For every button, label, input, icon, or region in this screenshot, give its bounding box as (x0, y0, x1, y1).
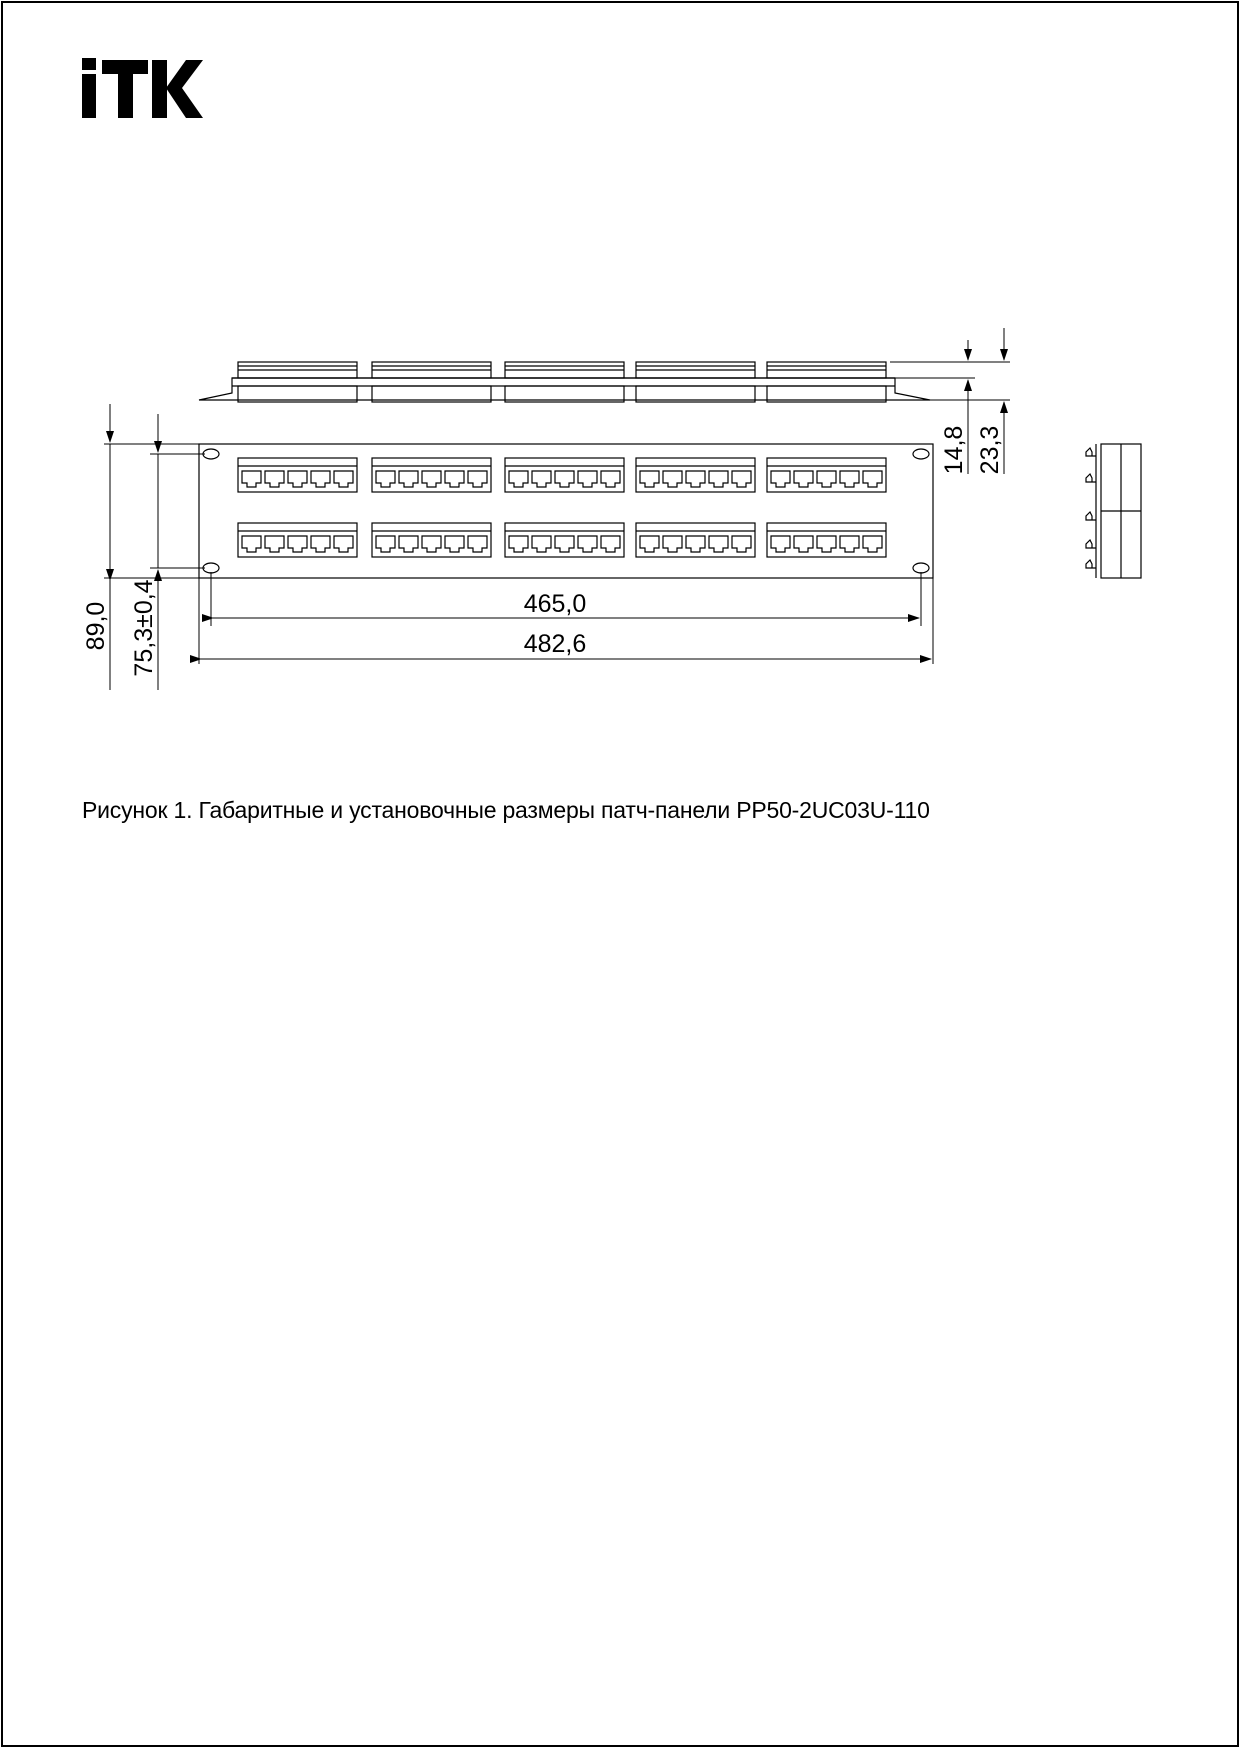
rj45-port (532, 471, 551, 487)
rj45-port (578, 471, 597, 487)
rj45-port (555, 471, 574, 487)
rj45-port (242, 536, 261, 552)
rj45-port (709, 536, 728, 552)
rj45-port (794, 471, 813, 487)
rj45-port (663, 471, 682, 487)
rj45-port (640, 536, 659, 552)
rj45-port (399, 471, 418, 487)
rj45-port (468, 536, 487, 552)
rj45-port (863, 536, 882, 552)
rj45-port (288, 536, 307, 552)
rj45-port (509, 536, 528, 552)
rj45-port (686, 536, 705, 552)
rj45-port (265, 471, 284, 487)
rj45-port (468, 471, 487, 487)
dim-inner-width: 465,0 (523, 590, 587, 618)
rj45-port (601, 471, 620, 487)
panel-faceplate (199, 444, 933, 578)
rj45-port (709, 471, 728, 487)
rj45-port (817, 536, 836, 552)
rj45-port (555, 536, 574, 552)
dim-total-height: 89,0 (82, 601, 110, 651)
rj45-port (265, 536, 284, 552)
rj45-port (399, 536, 418, 552)
rj45-port (771, 471, 790, 487)
rj45-port (509, 471, 528, 487)
mount-hole (913, 449, 929, 459)
dim-front-depth: 14,8 (940, 425, 968, 475)
side-view-pin (1086, 560, 1096, 568)
rj45-port (732, 536, 751, 552)
mount-hole (913, 563, 929, 573)
rj45-port (445, 536, 464, 552)
dim-total-depth: 23,3 (976, 425, 1004, 475)
rj45-port (771, 536, 790, 552)
dim-outer-width: 482,6 (523, 630, 587, 658)
mount-hole (203, 563, 219, 573)
rj45-port (376, 471, 395, 487)
side-view-pin (1086, 512, 1096, 520)
front-view (199, 444, 933, 578)
rj45-port (863, 471, 882, 487)
rj45-port (840, 471, 859, 487)
rj45-port (532, 536, 551, 552)
rj45-port (578, 536, 597, 552)
rj45-port (288, 471, 307, 487)
rj45-port (794, 536, 813, 552)
dim-hole-spacing: 75,3±0,4 (130, 579, 158, 677)
rj45-port (311, 471, 330, 487)
rj45-port (242, 471, 261, 487)
rj45-port (640, 471, 659, 487)
mount-hole (203, 449, 219, 459)
rj45-port (817, 471, 836, 487)
rj45-port (311, 536, 330, 552)
rj45-port (422, 536, 441, 552)
rj45-port (334, 471, 353, 487)
patch-panel-drawing (0, 0, 1244, 760)
rj45-port (732, 471, 751, 487)
rj45-port (601, 536, 620, 552)
figure-caption: Рисунок 1. Габаритные и установочные размеры патч-панели PP50-2UC03U-110 (82, 797, 930, 823)
side-view-pin (1086, 474, 1096, 482)
rj45-port (445, 471, 464, 487)
rj45-port (376, 536, 395, 552)
side-view-pin (1086, 540, 1096, 548)
rj45-port (422, 471, 441, 487)
side-view (1086, 444, 1141, 578)
rj45-port (334, 536, 353, 552)
rj45-port (686, 471, 705, 487)
top-view (199, 362, 930, 402)
rj45-port (840, 536, 859, 552)
side-view-pin (1086, 448, 1096, 456)
rj45-port (663, 536, 682, 552)
